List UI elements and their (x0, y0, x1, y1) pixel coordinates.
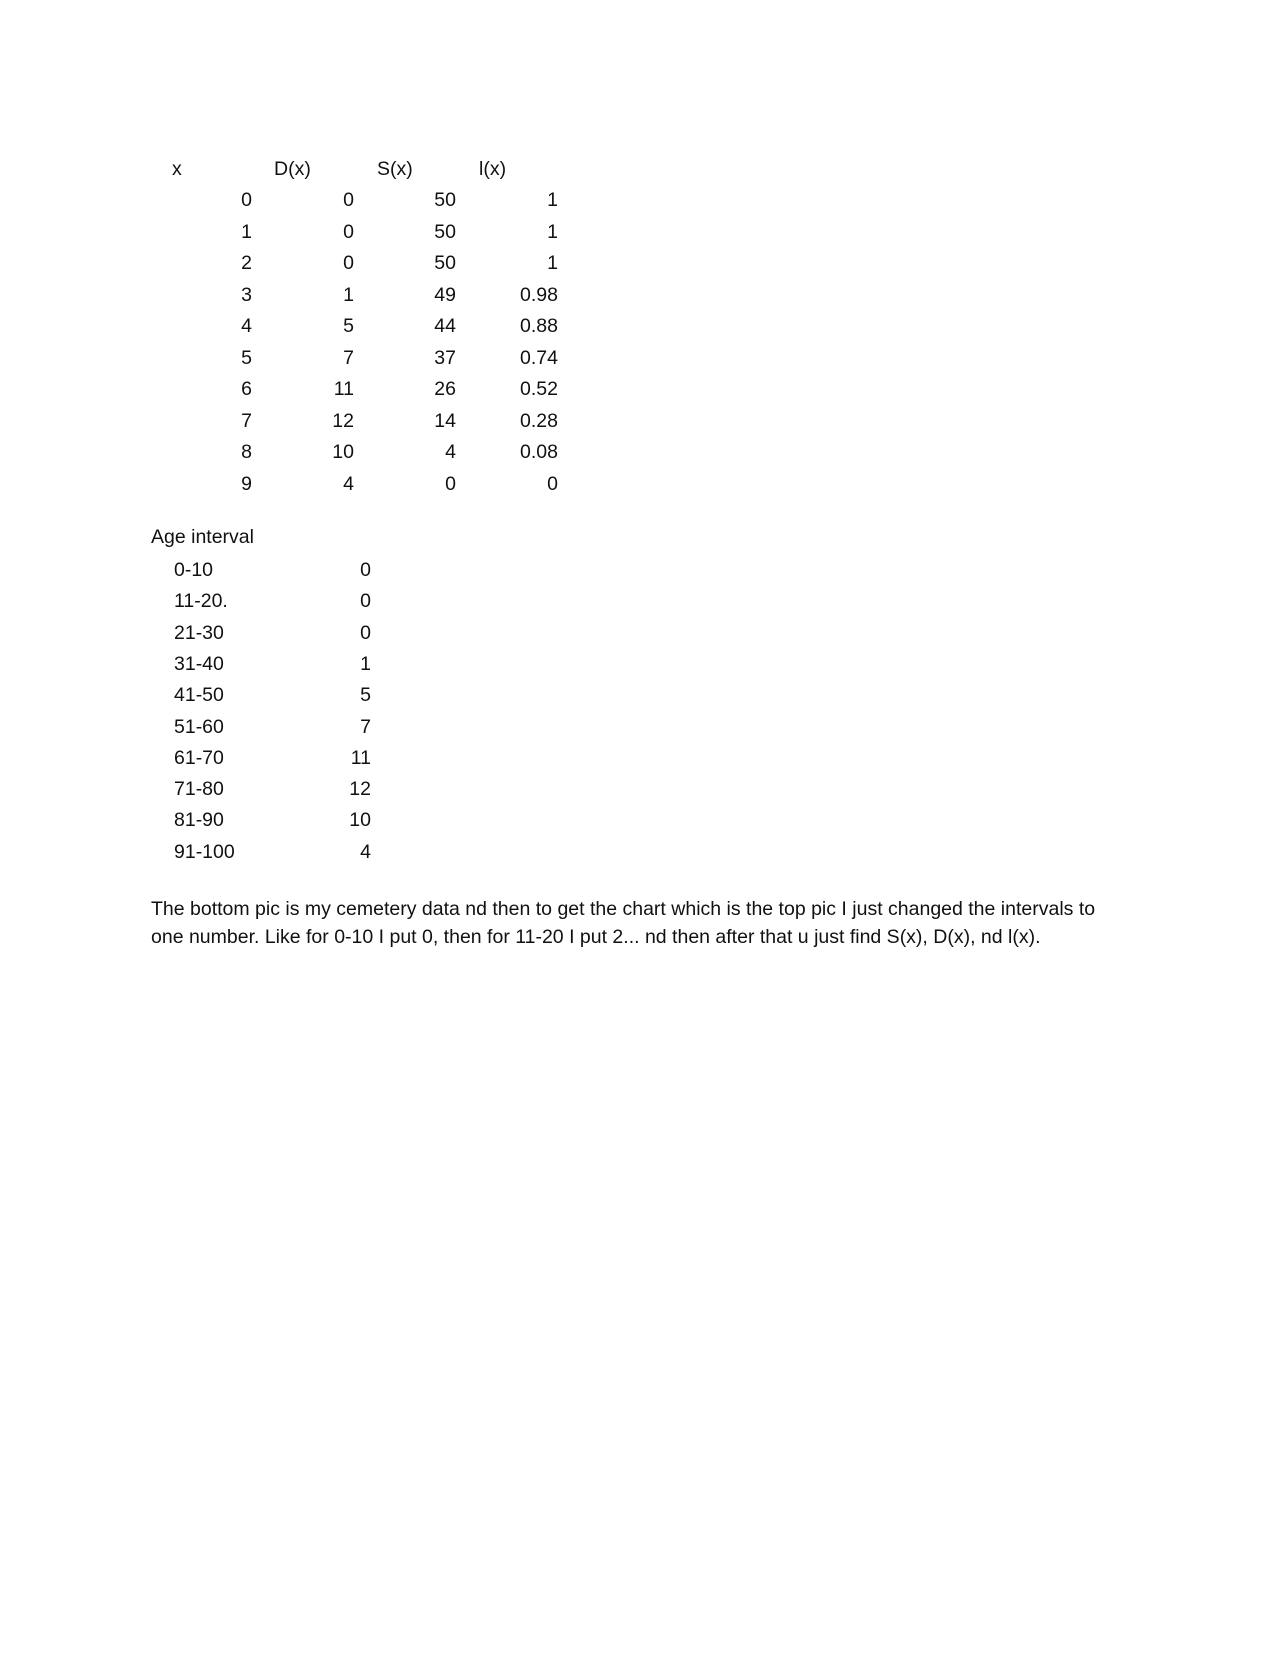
cell-lx: 0 (547, 472, 558, 495)
age-interval-label: 21-30 (174, 621, 224, 644)
age-interval-deaths: 7 (360, 715, 371, 738)
age-interval-label: 0-10 (174, 559, 214, 581)
age-interval-deaths: 0 (360, 590, 371, 613)
age-interval-deaths: 12 (349, 778, 371, 801)
cell-lx: 0.98 (520, 283, 558, 306)
age-interval-deaths: 0 (360, 621, 371, 644)
cell-sx: 50 (434, 252, 456, 274)
cell-dx: 0 (343, 252, 354, 274)
age-interval-label: 41-50 (174, 684, 224, 707)
cell-x: 3 (241, 283, 252, 306)
cell-sx: 4 (445, 441, 456, 463)
age-interval-title: Age interval (151, 526, 254, 548)
age-interval-deaths: 5 (360, 684, 371, 707)
cell-x: 5 (241, 346, 252, 369)
cell-lx: 1 (547, 189, 558, 211)
cell-dx: 0 (343, 189, 354, 211)
cell-lx: 0.28 (520, 409, 558, 432)
cell-dx: 10 (332, 441, 354, 463)
cell-x: 0 (241, 189, 252, 211)
cell-dx: 0 (343, 220, 354, 243)
age-interval-label: 71-80 (174, 778, 224, 801)
header-x: x (172, 158, 182, 180)
age-interval-label: 81-90 (174, 809, 224, 832)
age-interval-deaths: 4 (360, 840, 371, 863)
cell-lx: 0.88 (520, 315, 558, 337)
cell-dx: 11 (333, 378, 354, 400)
cell-sx: 50 (434, 189, 456, 211)
cell-x: 9 (241, 472, 252, 495)
cell-x: 4 (241, 315, 252, 337)
cell-x: 7 (241, 409, 252, 432)
age-interval-deaths: 10 (349, 809, 371, 832)
age-interval-deaths: 11 (350, 746, 371, 769)
cell-x: 6 (241, 378, 252, 400)
cell-sx: 37 (434, 346, 456, 369)
cell-lx: 0.52 (520, 378, 558, 400)
cell-dx: 1 (343, 283, 354, 306)
cell-sx: 50 (434, 220, 456, 243)
age-interval-label: 91-100 (174, 840, 235, 863)
cell-sx: 0 (445, 472, 456, 495)
header-dx: D(x) (274, 158, 311, 180)
age-interval-deaths: 1 (360, 652, 371, 675)
age-interval-label: 51-60 (174, 715, 224, 738)
cell-lx: 1 (547, 220, 558, 243)
cell-lx: 0.74 (520, 346, 558, 369)
cell-lx: 0.08 (520, 441, 558, 463)
age-interval-label: 11-20. (174, 590, 228, 613)
cell-lx: 1 (547, 252, 558, 274)
cell-x: 8 (241, 441, 252, 463)
age-interval-deaths: 0 (360, 559, 371, 581)
cell-sx: 26 (434, 378, 456, 400)
cell-dx: 12 (332, 409, 354, 432)
age-interval-label: 61-70 (174, 746, 224, 769)
header-sx: S(x) (377, 158, 413, 180)
cell-sx: 49 (434, 283, 456, 306)
cell-x: 2 (241, 252, 252, 274)
cell-dx: 4 (343, 472, 354, 495)
cell-sx: 44 (434, 315, 456, 337)
header-lx: l(x) (479, 158, 507, 180)
cell-dx: 5 (343, 315, 354, 337)
explanation-note: The bottom pic is my cemetery data nd then to get the chart which is the top pic I just changed the intervals to one number. Like for 0-10 I put 0, then for 11-20 I put 2... nd then after that u just find S(x), D(x), nd l(x). (151, 898, 1096, 948)
cell-sx: 14 (434, 409, 456, 432)
cell-x: 1 (241, 220, 252, 243)
age-interval-label: 31-40 (174, 652, 224, 675)
cell-dx: 7 (343, 346, 354, 369)
